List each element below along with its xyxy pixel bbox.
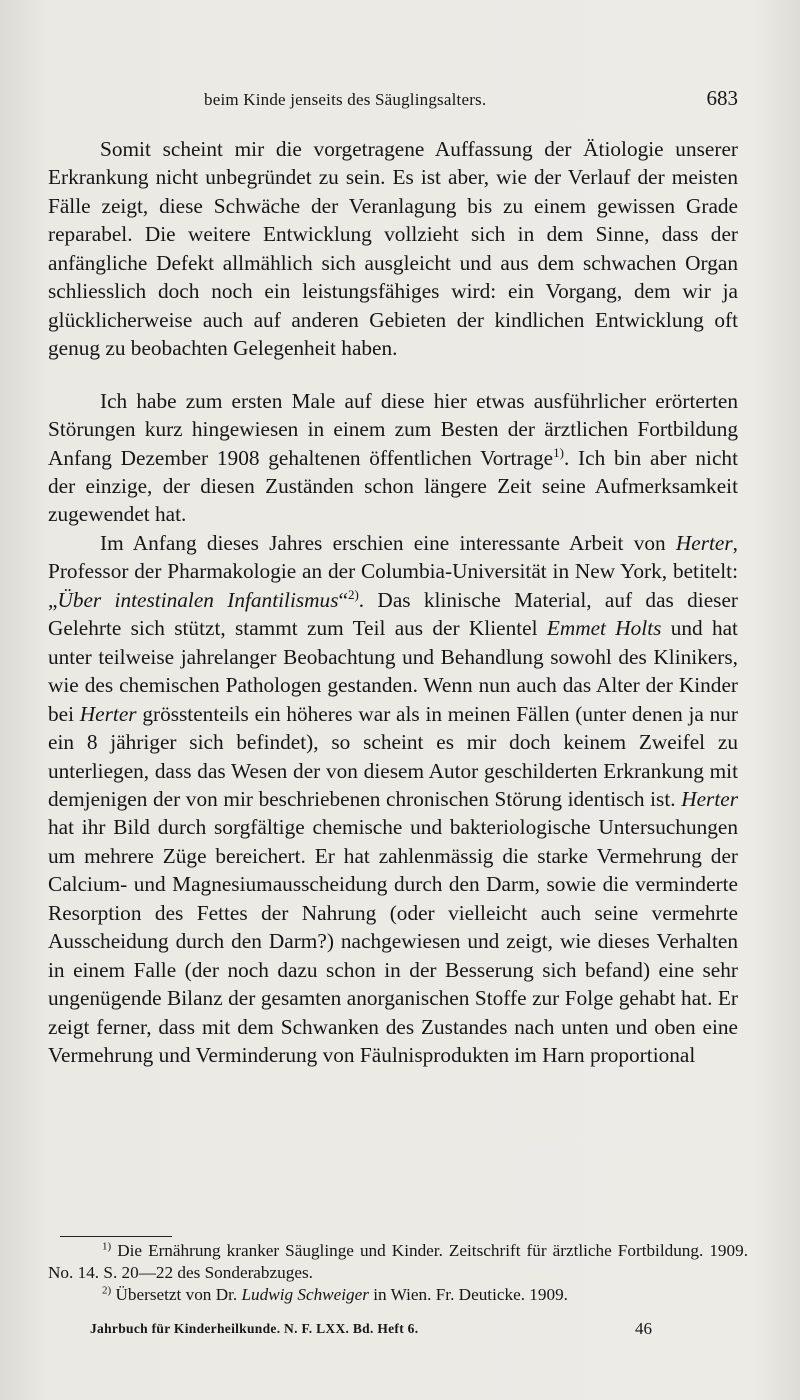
footnote-divider [60, 1236, 172, 1237]
journal-signature: Jahrbuch für Kinderheilkunde. N. F. LXX. Bd. Heft 6. [90, 1321, 419, 1336]
text-run: Somit scheint mir die vorgetragene Auffassung der Ätiologie unserer Erkrankung nicht unbegründet zu sein. Es ist aber, wie der Verlauf der meisten Fälle zeigt, diese Schwäche der Veranlagung bis zu einem gewissen Grade reparabel. Die weitere Entwicklung vollzieht sich in dem Sinne, dass der anfängliche Defekt allmählich sich ausgleicht und aus dem schwachen Organ schliesslich doch noch ein leistungsfähiges wird: ein Vorgang, dem wir ja glücklicherweise auch auf anderen Gebieten der kindlichen Entwicklung oft genug zu beobachten Gelegenheit haben. [48, 137, 738, 361]
text-run: . Ich bin aber nicht der einzige, der diesen Zuständen schon längere Zeit seine Aufmerksamkeit zugewendet hat. [48, 445, 738, 527]
sheet-number: 46 [635, 1319, 652, 1338]
page-header [48, 86, 738, 114]
running-head: beim Kinde jenseits des Säuglingsalters. [204, 90, 487, 109]
page-number: 683 [706, 86, 738, 110]
text-run: , Professor der Pharmakologie an der Columbia-Universität in New York, betitelt: „ [48, 530, 738, 612]
body-text [48, 135, 738, 1070]
footnote-2 [48, 1284, 748, 1306]
signature-line [90, 1321, 690, 1341]
paragraph-3 [48, 529, 738, 1070]
text-run: Ich habe zum ersten Male auf diese hier etwas ausführlicher erörterten Störungen kurz hingewiesen in einem zum Besten der ärztlichen Fortbildung Anfang Dezember 1908 gehaltenen öffentlichen Vortrage [48, 388, 738, 470]
text-run: in Wien. Fr. Deuticke. 1909. [368, 1285, 568, 1304]
italic-run: Herter [681, 786, 738, 811]
text-run: Die Ernährung kranker Säuglinge und Kinder. Zeitschrift für ärztliche Fortbildung. 1909. No. 14. S. 20—22 des Sonderabzuges. [48, 1241, 748, 1282]
text-run: hat ihr Bild durch sorgfältige chemische und bakteriologische Untersuchungen um mehrere Züge bereichert. Er hat zahlenmässig die starke Vermehrung der Calcium- und Magnesiumausscheidung durch den Darm, sowie die verminderte Resorption des Fettes der Nahrung (oder vielleicht auch seine vermehrte Ausscheidung durch den Darm?) nachgewiesen und zeigt, wie dieses Verhalten in einem Falle (der noch dazu schon in der Besserung sich befand) eine sehr ungenügende Bilanz der gesamten anorganischen Stoffe zur Folge gehabt hat. Er zeigt ferner, dass mit dem Schwanken des Zustandes nach unten und oben eine Vermehrung und Verminderung von Fäulnisprodukten im Harn proportional [48, 815, 738, 1068]
text-run: und hat unter teilweise jahrelanger Beobachtung und Behandlung sowohl des Klinikers, wie des chemischen Pathologen gestanden. Wenn nun auch das Alter der Kinder bei [48, 616, 738, 726]
footnote-reference: 2) [347, 586, 359, 602]
footnote-reference: 1) [553, 444, 564, 460]
italic-run: Herter [79, 701, 137, 726]
footnote-1 [48, 1240, 748, 1284]
text-run: Übersetzt von Dr. [111, 1285, 242, 1304]
text-run: grösstenteils ein höheres war als in meinen Fällen (unter denen ja nur ein 8 jähriger sich befindet), so scheint es mir doch keinem Zweifel zu unterliegen, dass das Wesen der von diesem Autor geschilderten Erkrankung mit demjenigen der von mir beschriebenen chronischen Störung identisch ist. [48, 701, 739, 811]
footnotes [48, 1240, 748, 1306]
footnote-mark: 2) [102, 1284, 112, 1297]
paragraph-1 [48, 135, 738, 363]
text-run: Im Anfang dieses Jahres erschien eine interessante Arbeit von [100, 530, 676, 555]
text-run: . Das klinische Material, auf das dieser Gelehrte sich stützt, stammt zum Teil aus der Klientel [48, 587, 738, 641]
paragraph-2 [48, 387, 738, 529]
italic-run: Herter [675, 530, 733, 555]
footnote-mark: 1) [102, 1240, 112, 1253]
text-run: “ [338, 587, 348, 612]
italic-run: Ludwig Schweiger [241, 1285, 369, 1304]
italic-run: Über intestinalen Infantilismus [57, 587, 339, 612]
italic-run: Emmet Holts [546, 616, 662, 641]
